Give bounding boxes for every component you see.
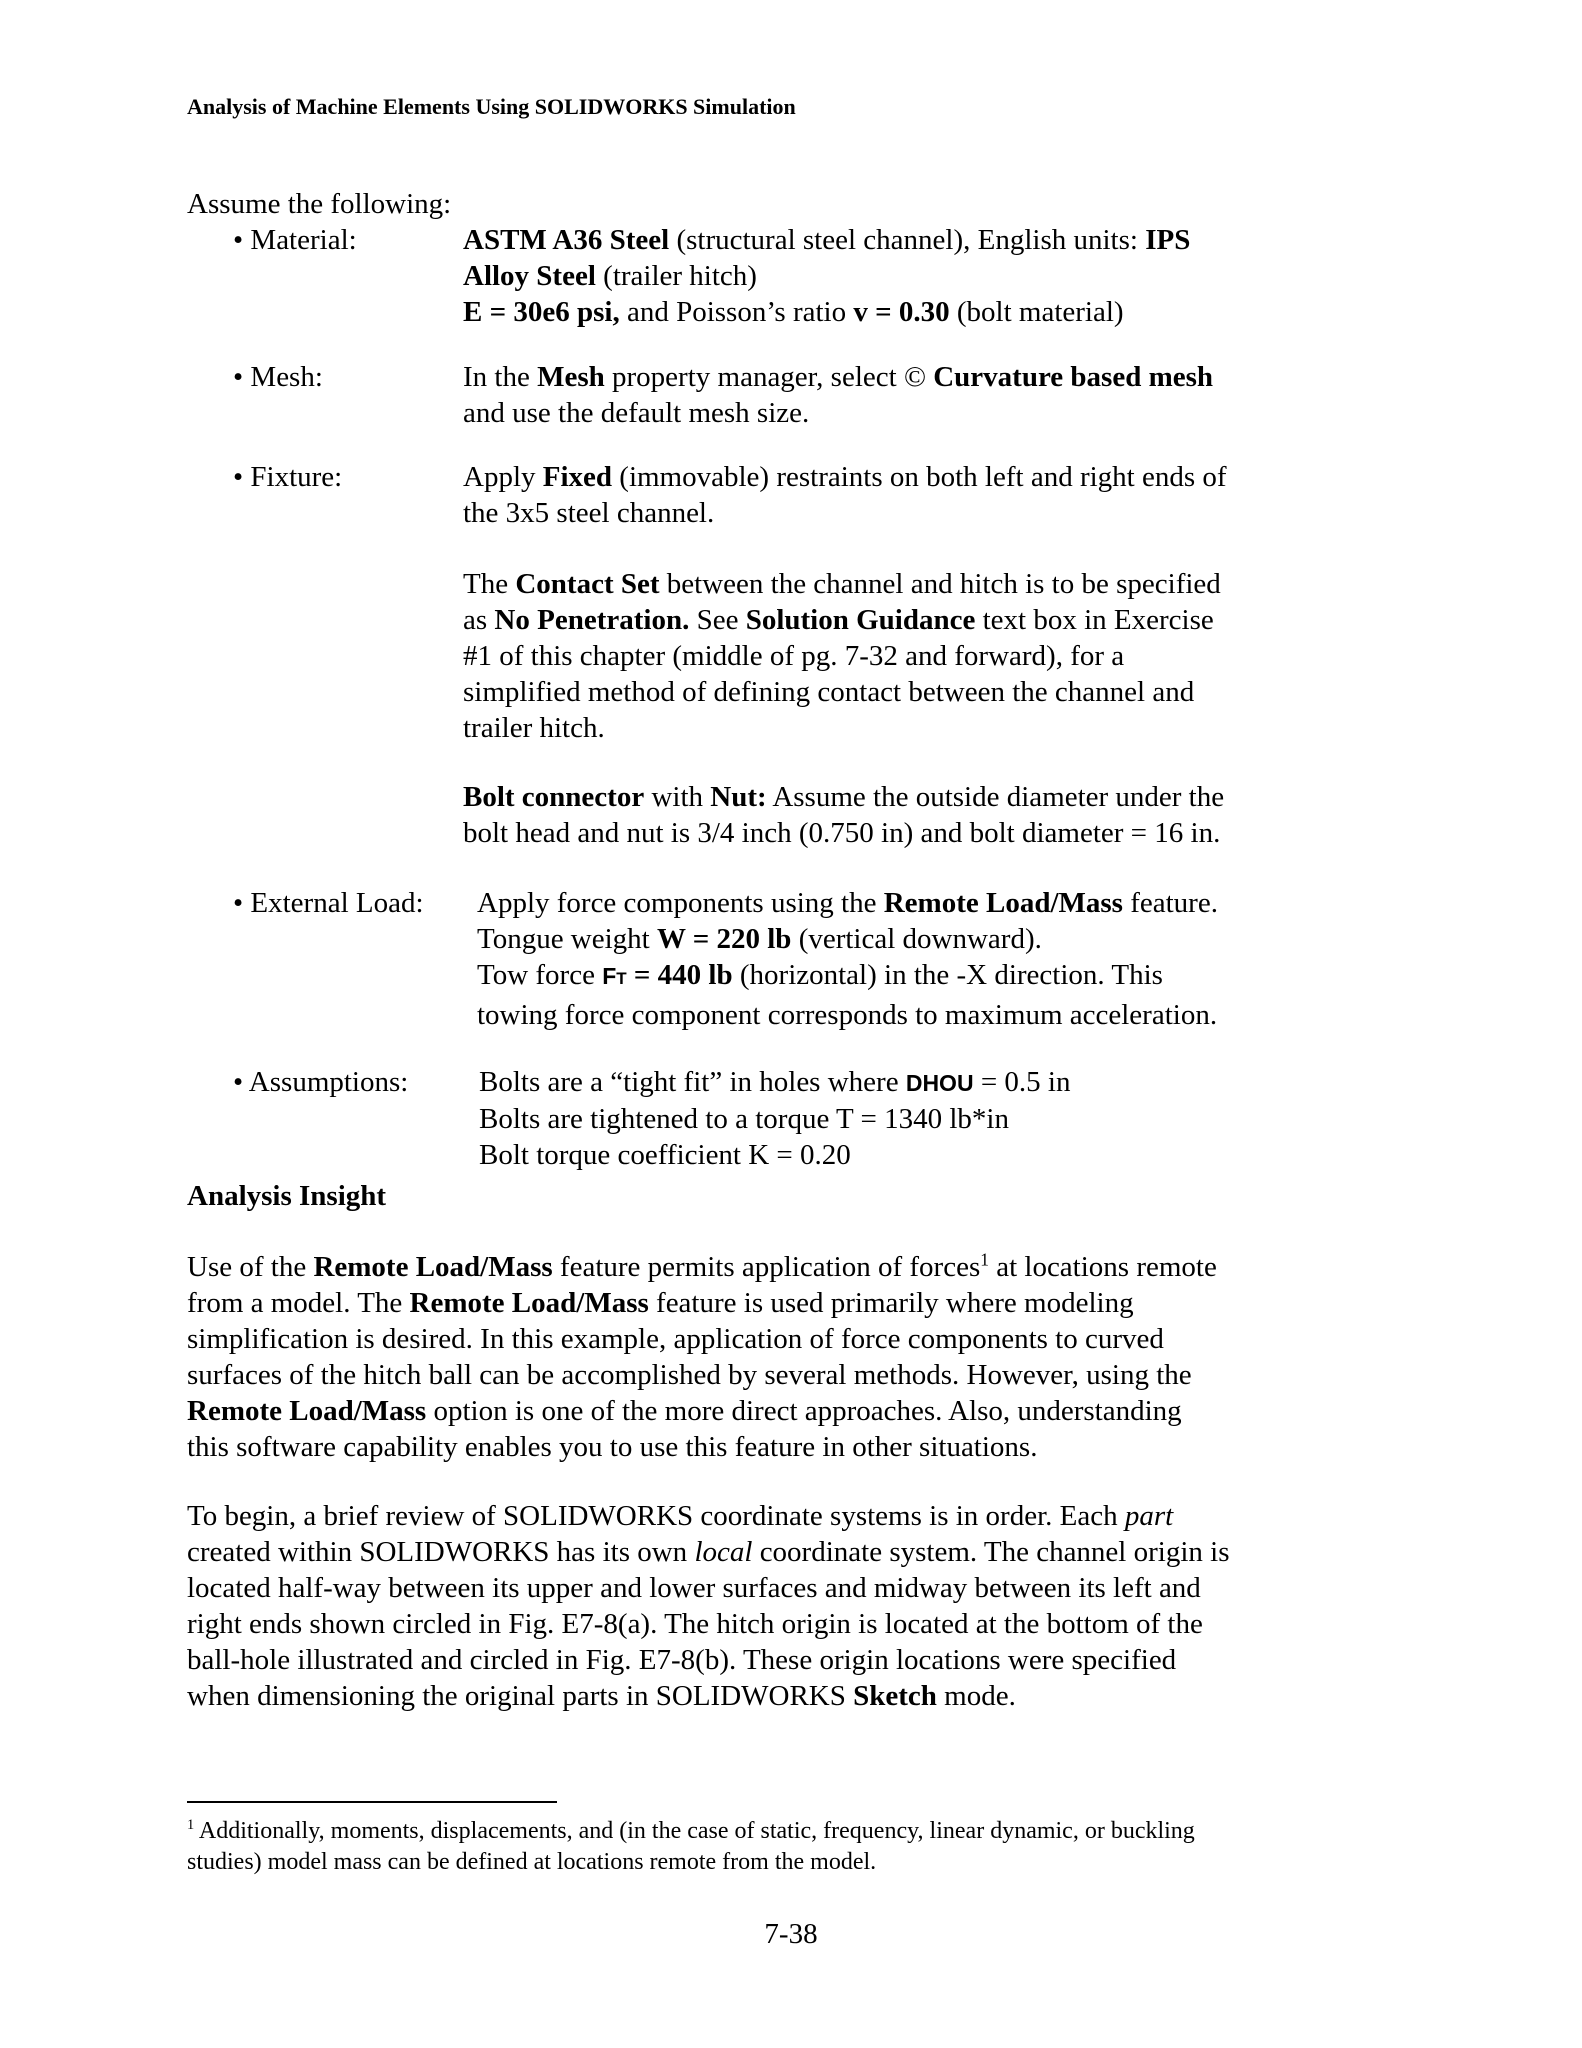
running-header: Analysis of Machine Elements Using SOLIDWORKS Simulation	[187, 94, 796, 119]
fixture-label: • Fixture:	[233, 461, 343, 493]
footnote-reference: 1	[980, 1249, 989, 1270]
intro-line: Assume the following:	[187, 188, 452, 220]
paragraph-remote-load: Use of the Remote Load/Mass feature permits application of forces$^1$ at locations remote from a model. The Remote Load/Mass feature is used primarily where modeling simplification is desired. In this example, application of force components to curved surfaces of the hitch ball can be accomplished by several methods. However, using the Remote Load/Mass option is one of the more direct approaches. Also, understanding this software capability enables you to use this feature in other situations.	[187, 1249, 1217, 1463]
external-load-label: • External Load:	[233, 887, 424, 919]
mesh-text: In the Mesh property manager, select © Curvature based mesh and use the default mesh size.	[463, 361, 1214, 429]
material-label: • Material:	[233, 224, 357, 256]
footnote-separator	[187, 1801, 557, 1803]
contact-set-text: The Contact Set between the channel and hitch is to be specified as No Penetration. See Solution Guidance text box in Exercise #1 of this chapter (middle of pg. 7-32 and forward), for a simplified method of defining contact between the channel and trailer hitch.	[463, 568, 1221, 744]
section-title-analysis-insight: Analysis Insight	[187, 1180, 387, 1212]
fixture-text: Apply Fixed (immovable) restraints on both left and right ends of the 3x5 steel channel.	[463, 461, 1227, 529]
external-load-text: Apply force components using the Remote Load/Mass feature. Tongue weight W = 220 lb (vertical downward). Tow force FT = 440 lb (horizontal) in the -X direction. This towing force component corresponds to maximum acceleration.	[477, 887, 1218, 1031]
material-text: ASTM A36 Steel (structural steel channel), English units: IPS Alloy Steel (trailer hitch) E = 30e6 psi, and Poisson’s ratio v = 0.30 (bolt material)	[463, 224, 1191, 328]
paragraph-coordinate-systems: To begin, a brief review of SOLIDWORKS coordinate systems is in order. Each part created within SOLIDWORKS has its own local coordinate system. The channel origin is located half-way between its upper and lower surfaces and midway between its left and right ends shown circled in Fig. E7-8(a). The hitch origin is located at the bottom of the ball-hole illustrated and circled in Fig. E7-8(b). These origin locations were specified when dimensioning the original parts in SOLIDWORKS Sketch mode.	[187, 1500, 1230, 1712]
bolt-connector-text: Bolt connector with Nut: Assume the outside diameter under the bolt head and nut is 3/4 inch (0.750 in) and bolt diameter = 16 in.	[463, 781, 1225, 849]
assumptions-text: Bolts are a “tight fit” in holes where DHOU = 0.5 in Bolts are tightened to a torque T = 1340 lb*in Bolt torque coefficient K = 0.20	[479, 1066, 1071, 1171]
assumptions-label: • Assumptions:	[233, 1066, 409, 1098]
footnote: $^1$ Additionally, moments, displacements, and (in the case of static, frequency, linear dynamic, or buckling studies) model mass can be defined at locations remote from the model.	[187, 1817, 1195, 1875]
page-number: 7-38	[764, 1918, 818, 1950]
mesh-label: • Mesh:	[233, 361, 323, 393]
